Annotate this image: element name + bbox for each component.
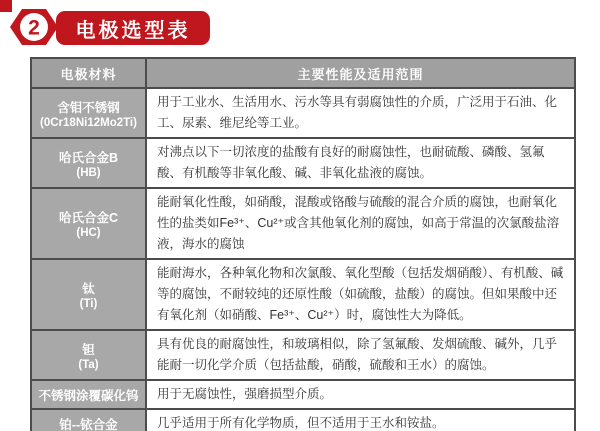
table-header-row <box>31 58 575 88</box>
material-cell <box>31 380 146 409</box>
page-title-label: 电极选型表 <box>75 19 191 42</box>
material-name: 铂--铱合金 <box>59 417 118 431</box>
table-row <box>31 380 575 409</box>
material-name: 哈氏合金B <box>58 150 119 165</box>
material-name: 钛 <box>82 282 95 296</box>
header-performance: 主要性能及适用范围 <box>146 58 575 88</box>
material-cell <box>31 409 146 431</box>
table-row <box>31 188 575 259</box>
material-cell <box>31 88 146 138</box>
material-cell <box>31 259 146 330</box>
material-code: (Ti) <box>79 298 98 310</box>
description-cell: 具有优良的耐腐蚀性，和玻璃相似，除了氢氟酸、发烟硫酸、碱外，几乎能耐一切化学介质（包括盐酸，硝酸，硫酸和王水）的腐蚀。 <box>146 330 575 380</box>
table-row <box>31 330 575 380</box>
material-name: 钽 <box>82 342 95 357</box>
description-cell: 能耐氧化性酸，如硝酸，混酸或铬酸与硫酸的混合介质的腐蚀，也耐氧化性的盐类如Fe³⁺、Cu²⁺或含其他氧化剂的腐蚀，如高于常温的次氯酸盐溶液，海水的腐蚀 <box>146 188 575 259</box>
description-cell: 用于无腐蚀性，强磨损型介质。 <box>146 380 575 409</box>
material-name: 不锈钢涂覆碳化钨 <box>38 388 139 403</box>
material-code: (HB) <box>76 166 101 179</box>
description-cell: 能耐海水，各种氧化物和次氯酸、氧化型酸（包括发烟硝酸）、有机酸、碱等的腐蚀，不耐较纯的还原性酸（如硫酸，盐酸）的腐蚀。但如果酸中还有氧化剂（如硝酸、Fe³⁺、Cu²⁺）时，腐蚀性大为降低。 <box>146 259 575 330</box>
electrode-selection-table <box>30 57 576 431</box>
table-row <box>31 138 575 188</box>
material-code: (HC) <box>76 227 101 239</box>
badge-number: 2 <box>28 16 40 40</box>
header-material: 电极材料 <box>31 58 146 88</box>
page-title <box>56 11 210 45</box>
material-code: (0Cr18Ni12Mo2Ti) <box>40 116 137 129</box>
step-badge <box>9 6 59 48</box>
material-code: (Ta) <box>78 358 99 371</box>
description-cell: 用于工业水、生活用水、污水等具有弱腐蚀性的介质，广泛用于石油、化工、尿素、维尼纶等工业。 <box>146 88 575 138</box>
material-cell <box>31 188 146 259</box>
table-row <box>31 409 575 431</box>
description-cell: 对沸点以下一切浓度的盐酸有良好的耐腐蚀性，也耐硫酸、磷酸、氢氟酸、有机酸等非氧化酸、碱、非氧化盐液的腐蚀。 <box>146 138 575 188</box>
description-cell: 几乎适用于所有化学物质，但不适用于王水和铵盐。 <box>146 409 575 431</box>
material-name: 含钼不锈钢 <box>57 100 120 115</box>
material-name: 哈氏合金C <box>58 211 119 225</box>
hexagon-badge-icon <box>9 6 59 48</box>
table-row <box>31 259 575 330</box>
material-cell <box>31 138 146 188</box>
material-cell <box>31 330 146 380</box>
table-row <box>31 88 575 138</box>
